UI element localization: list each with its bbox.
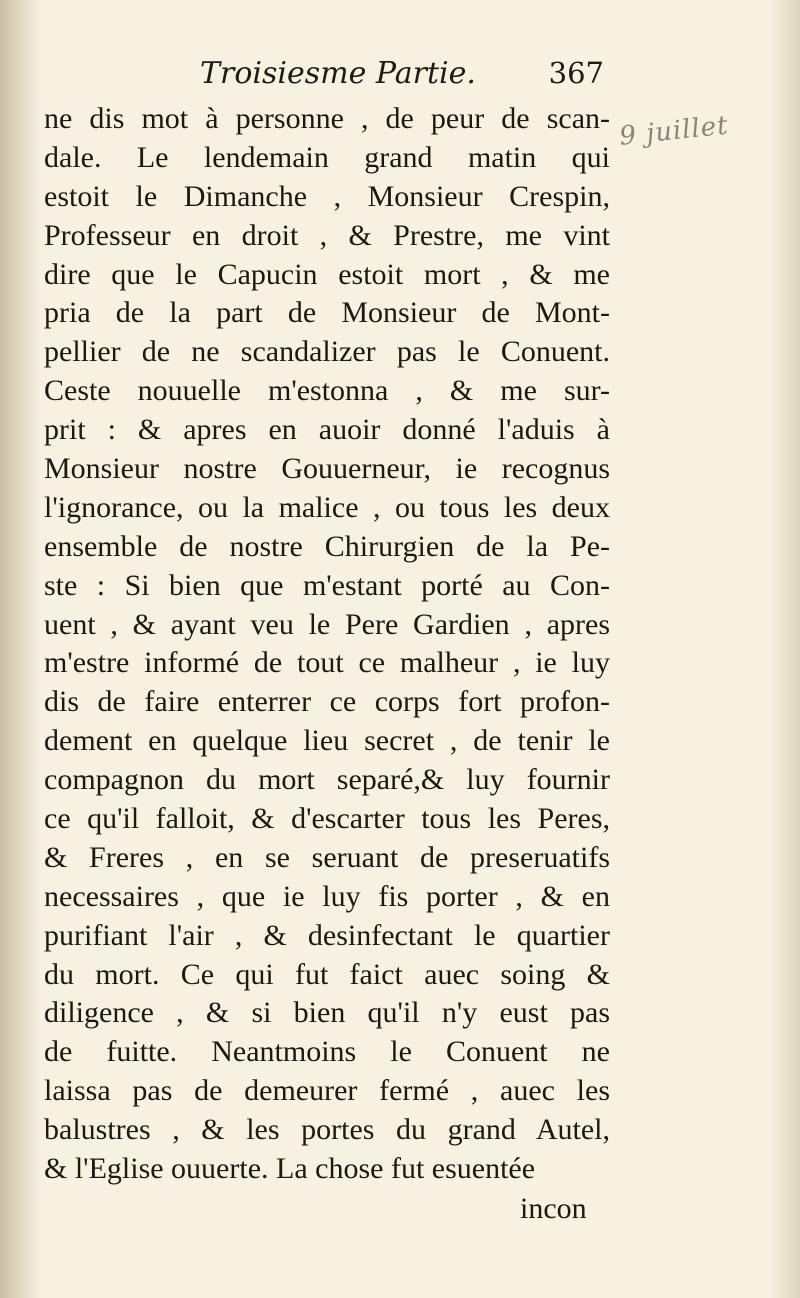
text-line: dis de faire enterrer ce corps fort profon- xyxy=(44,685,610,719)
catchword: incon xyxy=(520,1192,587,1225)
text-line: Professeur en droit , & Prestre, me vint xyxy=(44,218,610,252)
text-line: dire que le Capucin estoit mort , & me xyxy=(44,257,610,291)
text-line: & l'Eglise ouuerte. La chose fut esuentée xyxy=(44,1152,536,1186)
text-line: de fuitte. Neantmoins le Conuent ne xyxy=(44,1035,610,1069)
text-line: uent , & ayant veu le Pere Gardien , apres xyxy=(44,607,610,641)
text-line: Ceste nouuelle m'estonna , & me sur- xyxy=(44,374,610,408)
text-line: dement en quelque lieu secret , de tenir le xyxy=(44,724,610,758)
text-line: Monsieur nostre Gouuerneur, ie recognus xyxy=(44,452,610,486)
running-title: Troisiesme Partie. xyxy=(200,56,476,91)
text-line: prit : & apres en auoir donné l'aduis à xyxy=(44,413,610,447)
body-text xyxy=(44,100,610,1189)
text-line: compagnon du mort separé,& luy fournir xyxy=(44,763,610,797)
text-line: du mort. Ce qui fut faict auec soing & xyxy=(44,957,610,991)
text-line: pellier de ne scandalizer pas le Conuent. xyxy=(44,335,610,369)
text-line: laissa pas de demeurer fermé , auec les xyxy=(44,1074,610,1108)
text-line: & Freres , en se seruant de preseruatifs xyxy=(44,840,610,874)
text-line: ste : Si bien que m'estant porté au Con- xyxy=(44,568,610,602)
text-line: dale. Le lendemain grand matin qui xyxy=(44,140,610,174)
text-line: ensemble de nostre Chirurgien de la Pe- xyxy=(44,529,610,563)
text-line: purifiant l'air , & desinfectant le quartier xyxy=(44,918,610,952)
text-line: necessaires , que ie luy fis porter , & en xyxy=(44,879,610,913)
text-line: balustres , & les portes du grand Autel, xyxy=(44,1113,610,1147)
text-line: pria de la part de Monsieur de Mont- xyxy=(44,296,610,330)
page-number: 367 xyxy=(548,56,604,90)
text-line: ce qu'il falloit, & d'escarter tous les Peres, xyxy=(44,802,610,836)
text-line: l'ignorance, ou la malice , ou tous les deux xyxy=(44,490,610,524)
text-line: estoit le Dimanche , Monsieur Crespin, xyxy=(44,179,610,213)
handwritten-margin-note: 9 juillet xyxy=(618,110,730,152)
text-line: m'estre informé de tout ce malheur , ie luy xyxy=(44,646,610,680)
text-line: diligence , & si bien qu'il n'y eust pas xyxy=(44,996,610,1030)
text-line: ne dis mot à personne , de peur de scan- xyxy=(44,102,610,135)
running-head xyxy=(200,56,610,96)
